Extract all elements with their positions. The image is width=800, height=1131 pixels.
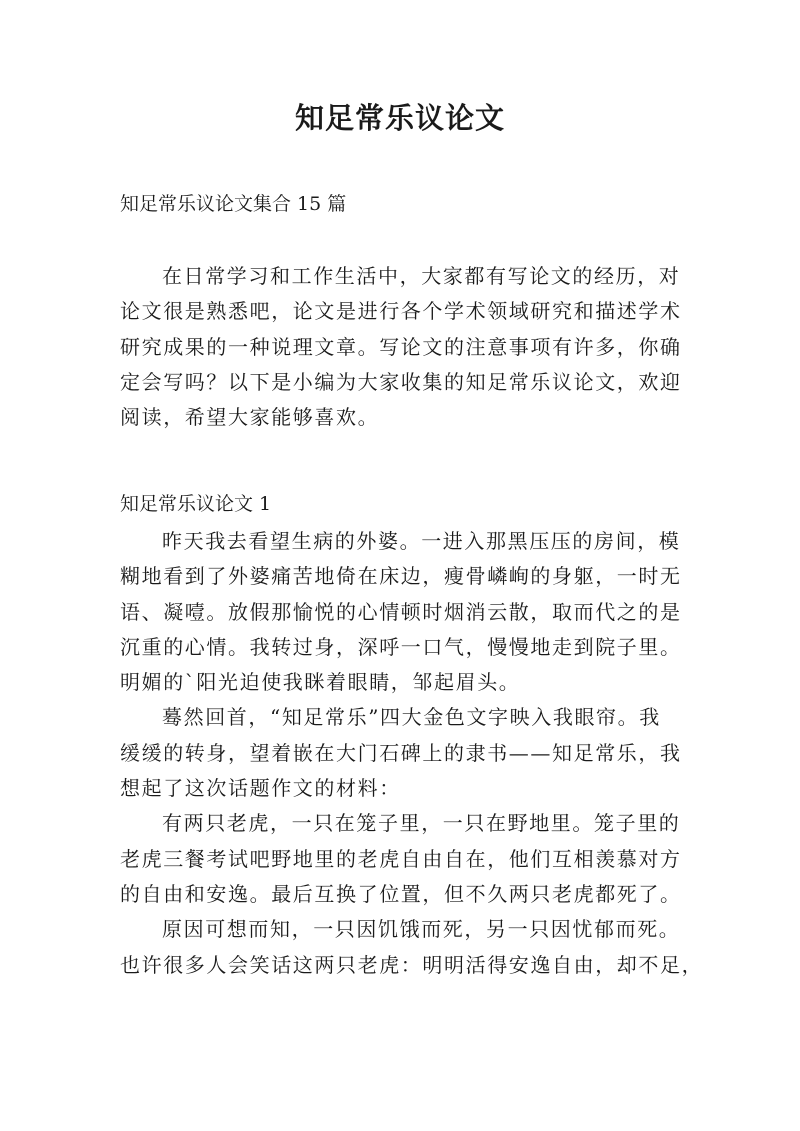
text-line: 沉重的心情。我转过身，深呼一口气，慢慢地走到院子里。 xyxy=(120,634,682,659)
intro-paragraph xyxy=(120,259,690,435)
section-1-heading: 知足常乐议论文 1 xyxy=(120,493,272,515)
text-line: 昨天我去看望生病的外婆。一进入那黑压压的房间，模 xyxy=(162,529,681,553)
text-line: 也许很多人会笑话这两只老虎：明明活得安逸自由，却不足， xyxy=(120,952,704,977)
document-subtitle: 知足常乐议论文集合 15 篇 xyxy=(120,193,347,215)
text-line: 论文很是熟悉吧，论文是进行各个学术领域研究和描述学术 xyxy=(120,299,682,324)
text-line: 的自由和安逸。最后互换了位置，但不久两只老虎都死了。 xyxy=(120,881,682,906)
text-line: 有两只老虎，一只在笼子里，一只在野地里。笼子里的 xyxy=(162,811,681,836)
text-line: 缓缓的转身，望着嵌在大门石碑上的隶书——知足常乐，我 xyxy=(120,740,682,765)
text-line: 原因可想而知，一只因饥饿而死，另一只因忧郁而死。 xyxy=(162,917,681,942)
text-line: 想起了这次话题作文的材料： xyxy=(120,776,401,801)
document-title: 知足常乐议论文 xyxy=(294,101,505,135)
text-line: 明媚的`阳光迫使我眯着眼睛，邹起眉头。 xyxy=(120,670,521,695)
section-1-body xyxy=(120,524,704,983)
section-heading xyxy=(120,488,690,520)
text-line: 蓦然回首，“知足常乐”四大金色文字映入我眼帘。我 xyxy=(162,705,661,730)
text-line: 阅读，希望大家能够喜欢。 xyxy=(120,405,380,430)
text-line: 在日常学习和工作生活中，大家都有写论文的经历，对 xyxy=(162,264,681,288)
text-line: 糊地看到了外婆痛苦地倚在床边，瘦骨嶙峋的身躯，一时无 xyxy=(120,564,682,589)
text-line: 老虎三餐考试吧野地里的老虎自由自在，他们互相羡慕对方 xyxy=(120,846,682,871)
text-line: 语、凝噎。放假那愉悦的心情顿时烟消云散，取而代之的是 xyxy=(120,599,682,624)
text-line: 定会写吗？以下是小编为大家收集的知足常乐议论文，欢迎 xyxy=(120,369,682,394)
text-line: 研究成果的一种说理文章。写论文的注意事项有许多，你确 xyxy=(120,334,682,359)
